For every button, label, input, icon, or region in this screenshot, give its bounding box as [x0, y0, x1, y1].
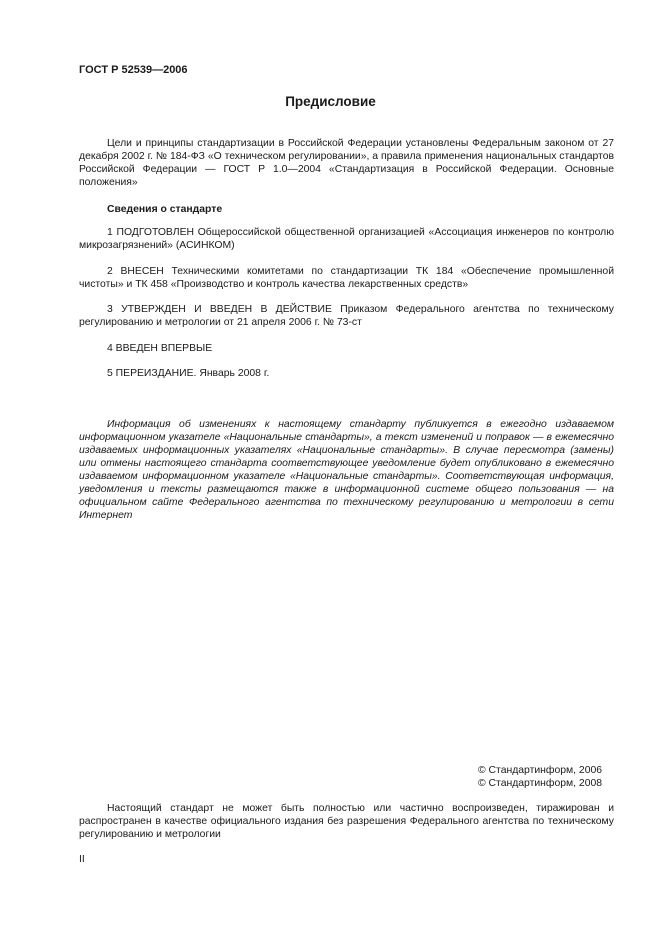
info-item-reissue: 5 ПЕРЕИЗДАНИЕ. Январь 2008 г. [107, 368, 270, 379]
page-number: II [79, 854, 85, 865]
info-item-first-introduced: 4 ВВЕДЕН ВПЕРВЫЕ [107, 343, 213, 354]
copyright-line: © Стандартинформ, 2006 [478, 765, 603, 776]
info-item-introduced: 2 ВНЕСЕН Техническими комитетами по стандартизации ТК 184 «Обеспечение промышленной чистоты» и ТК 458 «Производство и контроль качества лекарственных средств» [79, 266, 614, 290]
amendments-notice: Информация об изменениях к настоящему стандарту публикуется в ежегодно издаваемом информационном указателе «Национальные стандарты», а текст изменений и поправок — в ежемесячно издаваемых информационных указателях «Национальные стандарты». В случае пересмотра (замены) или отмены настоящего стандарта соответствующее уведомление будет опубликовано в ежемесячно издаваемом информационном указателе «Национальные стандарты». Соответствующая информация, уведомления и тексты размещаются также в информационной системе общего пользования — на официальном сайте Федерального агентства по техническому регулированию и метрологии в сети Интернет [79, 419, 614, 521]
copyright-line: © Стандартинформ, 2008 [478, 778, 603, 789]
intro-paragraph: Цели и принципы стандартизации в Российской Федерации установлены Федеральным законом от 27 декабря 2002 г. № 184-ФЗ «О техническом регулировании», а правила применения национальных стандартов Российской Федерации — ГОСТ Р 1.0—2004 «Стандартизация в Российской Федерации. Основные положения» [79, 138, 614, 188]
info-item-prepared: 1 ПОДГОТОВЛЕН Общероссийской общественной организацией «Ассоциация инженеров по контролю микрозагрязнений» (АСИНКОМ) [79, 227, 614, 251]
document-id-header: ГОСТ Р 52539—2006 [79, 64, 188, 76]
info-item-approved: 3 УТВЕРЖДЕН И ВВЕДЕН В ДЕЙСТВИЕ Приказом Федерального агентства по техническому регулированию и метрологии от 21 апреля 2006 г. № 73-ст [79, 304, 614, 328]
section-subheading: Сведения о стандарте [107, 204, 223, 215]
copyright-block [478, 764, 602, 790]
rights-notice: Настоящий стандарт не может быть полностью или частично воспроизведен, тиражирован и распространен в качестве официального издания без разрешения Федерального агентства по техническому регулированию и метрологии [79, 803, 614, 840]
page-title: Предисловие [285, 94, 376, 109]
